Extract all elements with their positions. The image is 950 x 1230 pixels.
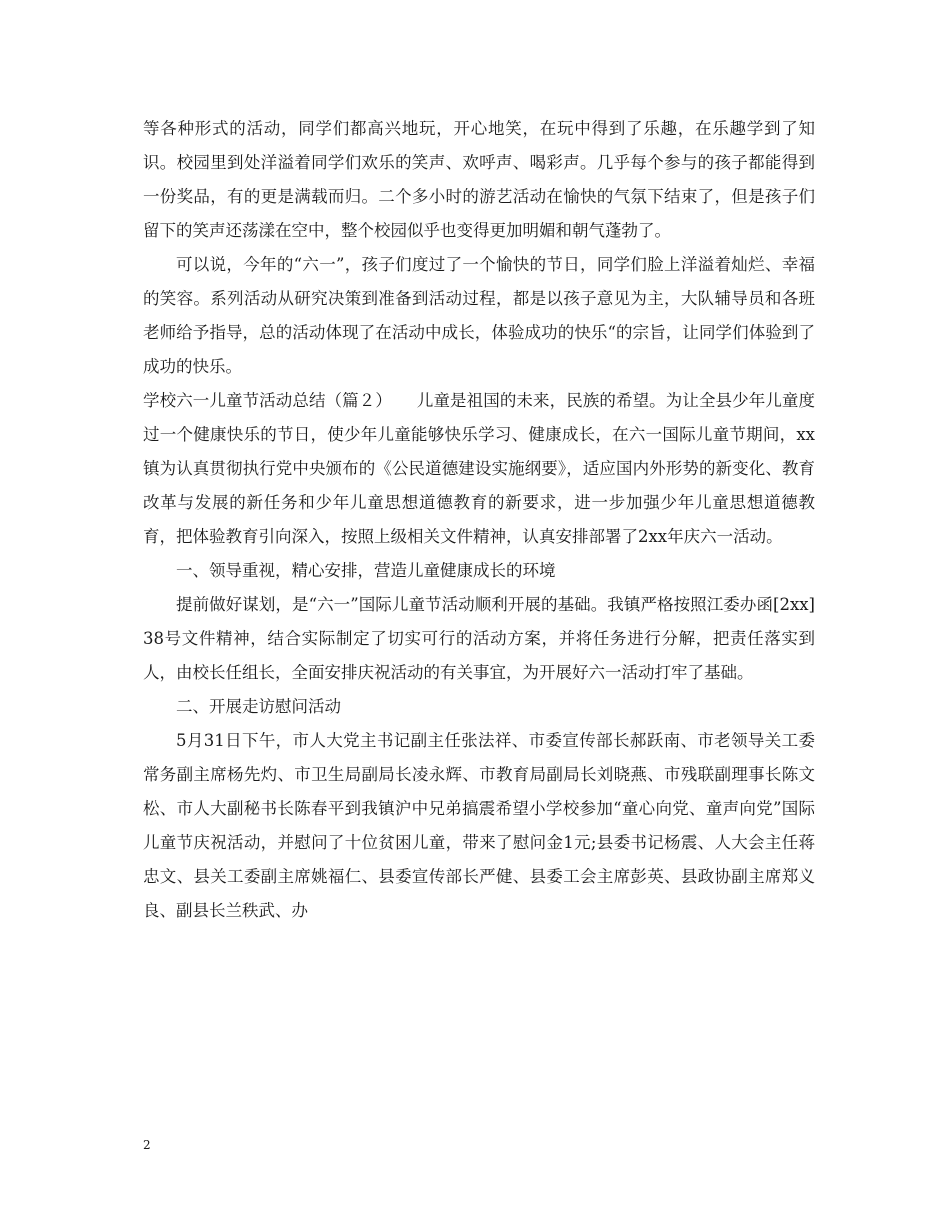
- document-body: [143, 112, 815, 928]
- paragraph-3-section-heading: 学校六一儿童节活动总结（篇２） 儿童是祖国的未来，民族的希望。为让全县少年儿童度过一个健康快乐的节日，使少年儿童能够快乐学习、健康成长，在六一国际儿童节期间，xx镇为认真贯彻执行党中央颁布的《公民道德建设实施纲要》，适应国内外形势的新变化、教育改革与发展的新任务和少年儿童思想道德教育的新要求，进一步加强少年儿童思想道德教育，把体验教育引向深入，按照上级相关文件精神，认真安排部署了2xx年庆六一活动。: [143, 391, 815, 546]
- paragraph-7: 5月31日下午，市人大党主书记副主任张法祥、市委宣传部长郝跃南、市老领导关工委常务副主席杨先灼、市卫生局副局长凌永辉、市教育局副局长刘晓燕、市残联副理事长陈文松、市人大副秘书长陈春平到我镇沪中兄弟搞震希望小学校参加“童心向党、童声向党”国际儿童节庆祝活动，并慰问了十位贫困儿童，带来了慰问金1元;县委书记杨震、人大会主任蒋忠文、县关工委副主席姚福仁、县委宣传部长严健、县委工会主席彭英、县政协副主席郑义良、副县长兰秩武、办: [143, 731, 815, 920]
- paragraph-1: 等各种形式的活动，同学们都高兴地玩，开心地笑，在玩中得到了乐趣，在乐趣学到了知识。校园里到处洋溢着同学们欢乐的笑声、欢呼声、喝彩声。几乎每个参与的孩子都能得到一份奖品，有的更是满载而归。二个多小时的游艺活动在愉快的气氛下结束了，但是孩子们留下的笑声还荡漾在空中，整个校园似乎也变得更加明媚和朝气蓬勃了。: [143, 119, 815, 240]
- paragraph-2: 可以说，今年的“六一”，孩子们度过了一个愉快的节日，同学们脸上洋溢着灿烂、幸福的笑容。系列活动从研究决策到准备到活动过程，都是以孩子意见为主，大队辅导员和各班老师给予指导，总的活动体现了在活动中成长，体验成功的快乐“的宗旨，让同学们体验到了成功的快乐。: [143, 255, 815, 376]
- paragraph-5: 提前做好谋划，是“六一”国际儿童节活动顺利开展的基础。我镇严格按照江委办函[2xx]38号文件精神，结合实际制定了切实可行的活动方案，并将任务进行分解，把责任落实到人，由校长任组长，全面安排庆祝活动的有关事宜，为开展好六一活动打牢了基础。: [143, 595, 815, 682]
- heading-leadership: 一、领导重视，精心安排，营造儿童健康成长的环境: [176, 561, 556, 580]
- heading-visits: 二、开展走访慰问活动: [176, 697, 341, 716]
- page-number: 2: [143, 1138, 151, 1152]
